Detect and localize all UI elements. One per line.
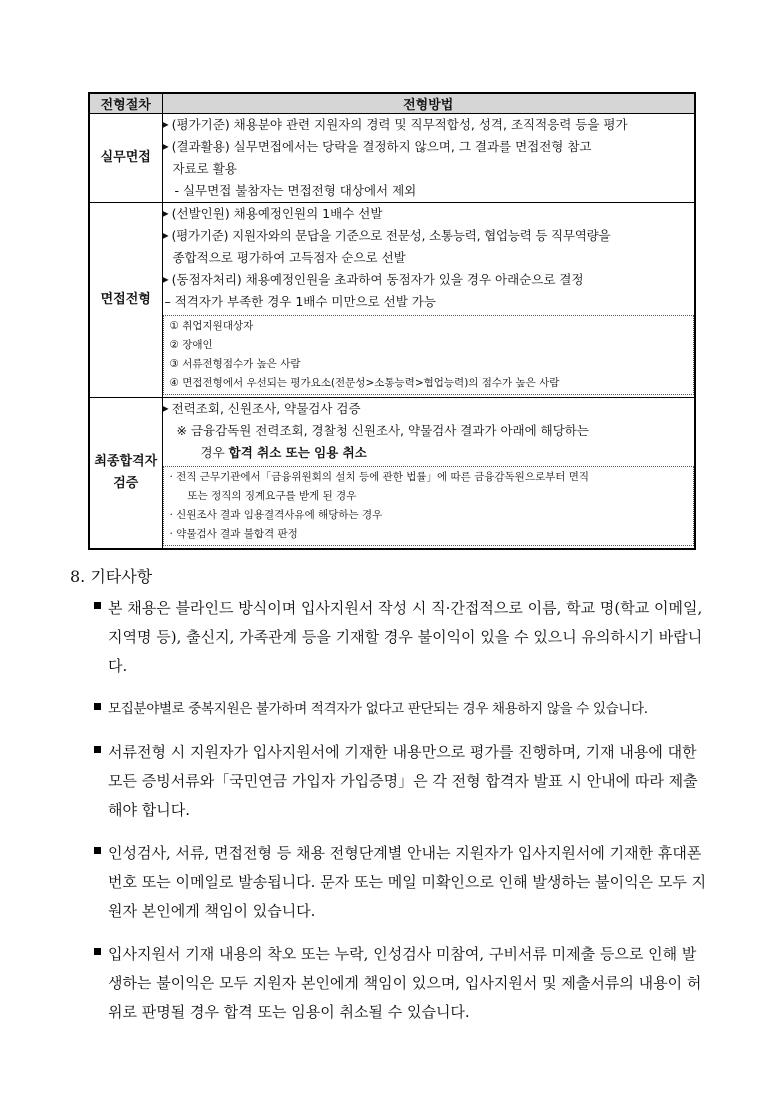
triangle-bullet-icon: ▶ xyxy=(162,404,169,413)
triangle-bullet-icon: ▶ xyxy=(162,209,169,218)
square-bullet-icon xyxy=(94,602,101,609)
triangle-bullet-icon: ▶ xyxy=(162,142,169,151)
square-bullet-icon xyxy=(94,703,101,710)
stage-interview: 면접전형 xyxy=(89,203,162,398)
tiebreak-order-box: ① 취업지원대상자 ② 장애인 ③ 서류전형점수가 높은 사람 ④ 면접전형에서 우선되는 평가요소(전문성>소통능력>협업능력)의 점수가 높은 사람 xyxy=(163,315,695,395)
notes-list xyxy=(94,594,708,1041)
disqualification-box: · 전직 근무기관에서「금융위원회의 설치 등에 관한 법률」에 따른 금융감독원으로부터 면직 또는 정직의 징계요구를 받게 된 경우 · 신원조사 결과 임용결격사유에 해당하는 경우 · 약물검사 결과 불합격 판정 xyxy=(163,466,695,546)
triangle-bullet-icon: ▶ xyxy=(162,275,169,284)
triangle-bullet-icon: ▶ xyxy=(162,231,169,240)
list-item: 인성검사, 서류, 면접전형 등 채용 전형단계별 안내는 지원자가 입사지원서에 기재한 휴대폰번호 또는 이메일로 발송됩니다. 문자 또는 메일 미확인으로 인해 발생하는 불이익은 모두 지원자 본인에게 책임이 있습니다. xyxy=(94,839,708,926)
header-method: 전형방법 xyxy=(162,93,695,114)
list-item: 서류전형 시 지원자가 입사지원서에 기재한 내용만으로 평가를 진행하며, 기재 내용에 대한 모든 증빙서류와「국민연금 가입자 가입증명」은 각 전형 합격자 발표 시 안내에 따라 제출해야 합니다. xyxy=(94,738,708,825)
list-item: 본 채용은 블라인드 방식이며 입사지원서 작성 시 직·간접적으로 이름, 학교 명(학교 이메일, 지역명 등), 출신지, 가족관계 등을 기재할 경우 불이익이 있을 수 있으니 유의하시기 바랍니다. xyxy=(94,594,708,681)
section-title: 8. 기타사항 xyxy=(70,567,153,586)
list-item: 입사지원서 기재 내용의 착오 또는 누락, 인성검사 미참여, 구비서류 미제출 등으로 인해 발생하는 불이익은 모두 지원자 본인에게 책임이 있으며, 입사지원서 및 제출서류의 내용이 허위로 판명될 경우 합격 또는 임용이 취소될 수 있습니다. xyxy=(94,940,708,1027)
table-row xyxy=(89,398,695,550)
method-practical-interview: ▶ (평가기준) 채용분야 관련 지원자의 경력 및 직무적합성, 성격, 조직적응력 등을 평가 ▶ (결과활용) 실무면접에서는 당락을 결정하지 않으며, 그 결과를 면접전형 참고 자료로 활용 - 실무면접 불참자는 면접전형 대상에서 제외 xyxy=(162,114,695,203)
stage-final-verification: 최종합격자 검증 xyxy=(89,398,162,550)
table-row xyxy=(89,114,695,203)
square-bullet-icon xyxy=(94,746,101,753)
selection-process-table xyxy=(88,92,696,550)
table-row xyxy=(89,203,695,398)
list-item: 모집분야별로 중복지원은 불가하며 적격자가 없다고 판단되는 경우 채용하지 않을 수 있습니다. xyxy=(94,695,708,724)
triangle-bullet-icon: ▶ xyxy=(162,120,169,129)
header-stage: 전형절차 xyxy=(89,93,162,114)
stage-practical-interview: 실무면접 xyxy=(89,114,162,203)
square-bullet-icon xyxy=(94,847,101,854)
cancellation-emphasis: 합격 취소 또는 임용 취소 xyxy=(228,445,367,460)
method-final-verification: ▶ 전력조회, 신원조사, 약물검사 검증 ※ 금융감독원 전력조회, 경찰청 신원조사, 약물검사 결과가 아래에 해당하는 경우 합격 취소 또는 임용 취소 · 전직 근무기관에서「금융위원회의 설치 등에 관한 법률」에 따른 금융감독원으로부터 면직 또는 정직의 징계요구를 받게 된 경우 · 신원조사 결과 임용결격사유에 해당하는 경우 · 약물검사 결과 불합격 판정 xyxy=(162,398,695,550)
square-bullet-icon xyxy=(94,948,101,955)
table-header-row xyxy=(89,93,695,114)
method-interview: ▶ (선발인원) 채용예정인원의 1배수 선발 ▶ (평가기준) 지원자와의 문답을 기준으로 전문성, 소통능력, 협업능력 등 직무역량을 종합적으로 평가하여 고득점자 순으로 선발 ▶ (동점자처리) 채용예정인원을 초과하여 동점자가 있을 경우 아래순으로 결정 – 적격자가 부족한 경우 1배수 미만으로 선발 가능 ① 취업지원대상자 ② 장애인 ③ 서류전형점수가 높은 사람 ④ 면접전형에서 우선되는 평가요소(전문성>소통능력>협업능력)의 점수가 높은 사람 xyxy=(162,203,695,398)
